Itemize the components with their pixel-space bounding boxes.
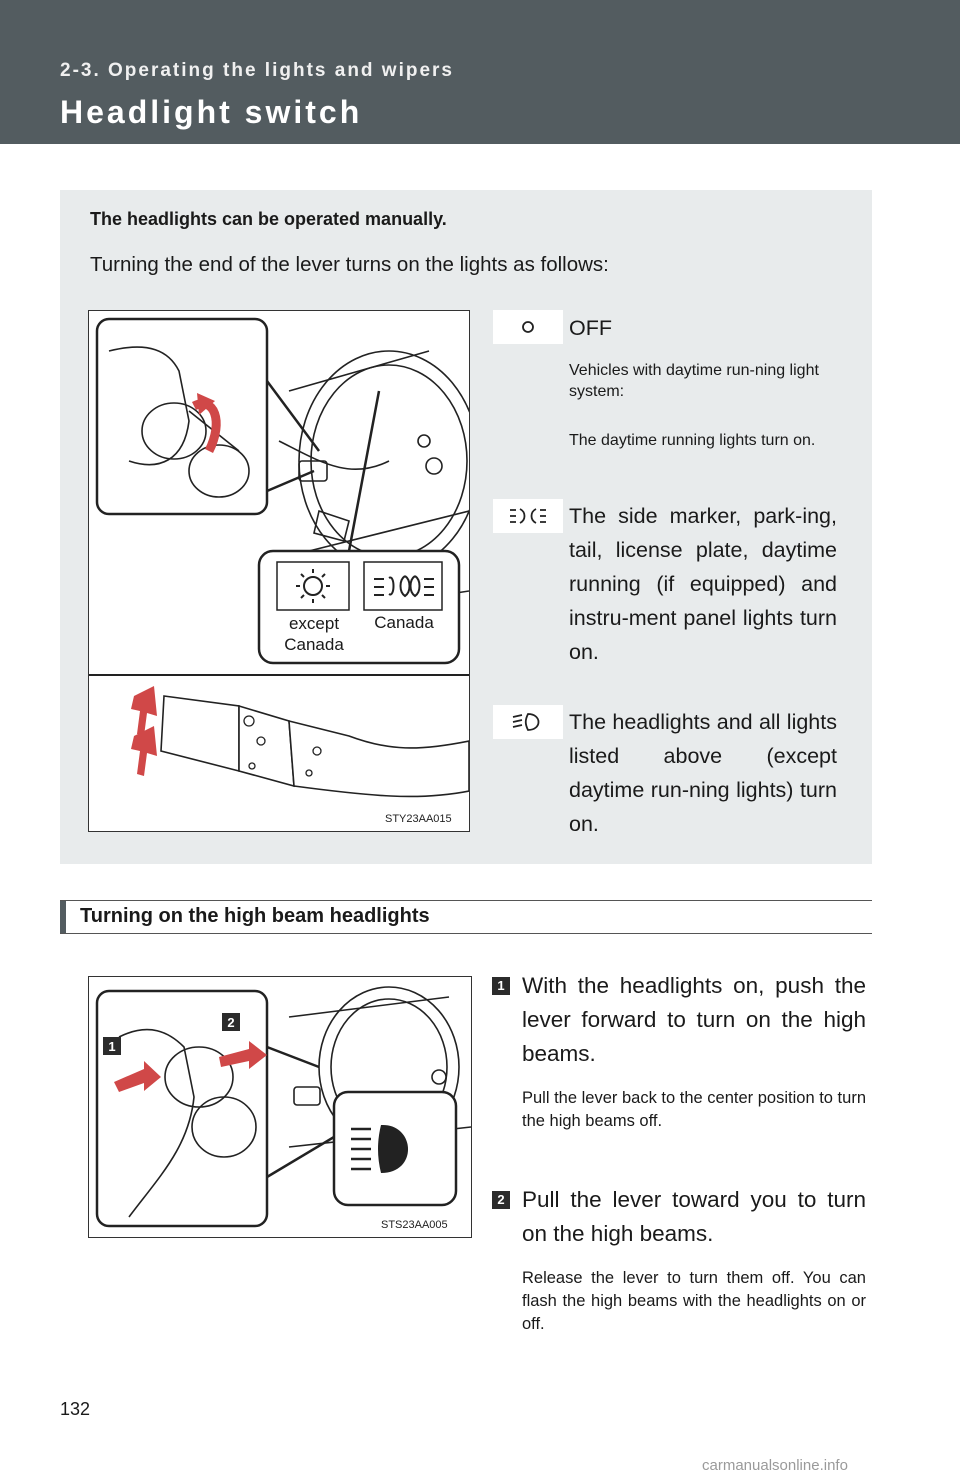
low-beam-icon — [493, 705, 563, 739]
mode-parking-lights-text: The side marker, park-ing, tail, license plate, daytime running (if equipped) and instru-ment panel lights turn on. — [569, 504, 837, 664]
callout-label-canada: Canada — [374, 613, 434, 632]
mode-off-note-2: The daytime running lights turn on. — [569, 432, 816, 449]
figure-code: STY23AA015 — [385, 813, 452, 825]
lead-bold-text: The headlights can be operated manually. — [90, 209, 447, 229]
off-icon — [493, 310, 563, 344]
callout-label-except: except — [288, 614, 340, 633]
high-beam-illustration — [88, 976, 472, 1238]
figure-code-2: STS23AA005 — [381, 1219, 448, 1231]
step-1-note: Pull the lever back to the center position to turn the high beams off. — [522, 1089, 866, 1130]
page-number: 132 — [60, 1399, 91, 1419]
headlight-info-box — [60, 190, 872, 864]
watermark: carmanualsonline.info — [702, 1457, 848, 1474]
page-title: Headlight switch — [60, 94, 363, 130]
high-beam-lever-drawing — [89, 977, 471, 1237]
section-subheading — [60, 900, 872, 934]
step-2-note: Release the lever to turn them off. You can flash the high beams with the headlights on or off. — [522, 1269, 866, 1333]
mode-off-label: OFF — [569, 316, 612, 340]
step-1-badge: 1 — [492, 977, 510, 995]
lead-text: Turning the end of the lever turns on the lights as follows: — [90, 253, 609, 276]
callout-label-canada-line2: Canada — [284, 635, 344, 654]
step-2-text: Pull the lever toward you to turn on the high beams. — [522, 1187, 866, 1246]
callout-label-except-canada — [271, 613, 357, 655]
subheading-text: Turning on the high beam headlights — [80, 905, 430, 927]
page-header — [0, 0, 960, 144]
mode-off-note-1: Vehicles with daytime run-ning light system: — [569, 362, 819, 400]
step-1-text: With the headlights on, push the lever forward to turn on the high beams. — [522, 973, 866, 1066]
headlight-switch-illustration — [88, 310, 470, 832]
subheading-bar — [60, 901, 66, 933]
section-label: 2-3. Operating the lights and wipers — [60, 60, 454, 81]
svg-text:2: 2 — [227, 1015, 235, 1030]
svg-text:1: 1 — [108, 1039, 116, 1054]
mode-low-beam-text: The headlights and all lights listed above (except daytime run-ning lights) turn on. — [569, 710, 837, 836]
step-2-badge: 2 — [492, 1191, 510, 1209]
dashboard-lever-drawing — [89, 311, 469, 831]
parking-lights-icon — [493, 499, 563, 533]
